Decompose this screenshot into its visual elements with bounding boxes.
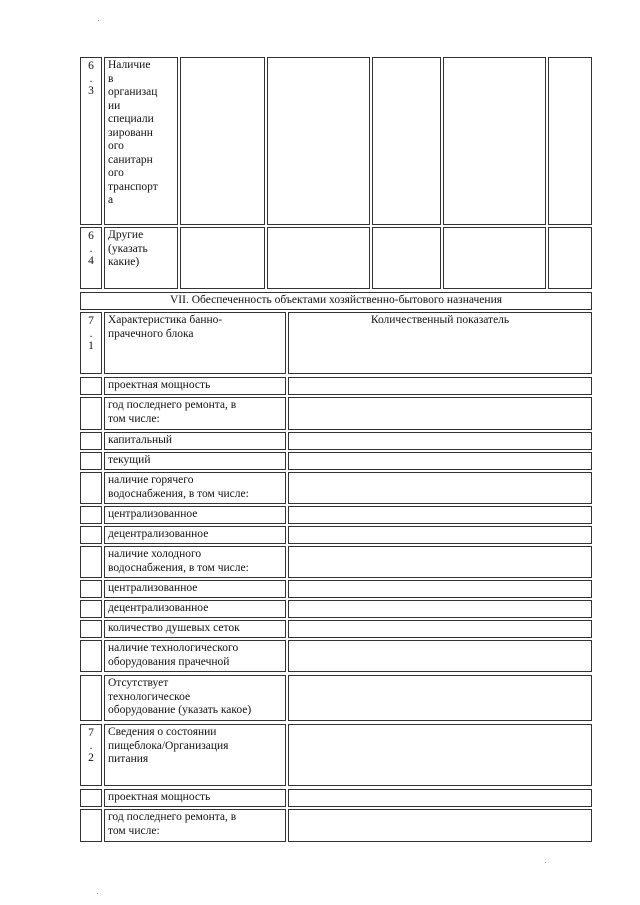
row-label: год последнего ремонта, в том числе: <box>104 809 286 842</box>
value-cell[interactable] <box>267 57 370 225</box>
row-number <box>80 432 102 450</box>
row-label: капитальный <box>104 432 286 450</box>
row-number <box>80 580 102 598</box>
value-cell[interactable] <box>288 809 592 842</box>
row-label: проектная мощность <box>104 789 286 807</box>
row-label: проектная мощность <box>104 377 286 395</box>
row-label: год последнего ремонта, в том числе: <box>104 397 286 430</box>
section-7-title: VII. Обеспеченность объектами хозяйственно-бытового назначения <box>80 292 592 310</box>
value-cell[interactable] <box>180 227 265 289</box>
row-number <box>80 397 102 430</box>
value-cell[interactable] <box>288 675 592 721</box>
value-cell[interactable] <box>288 432 592 450</box>
value-cell[interactable] <box>288 526 592 544</box>
value-cell[interactable] <box>443 57 546 225</box>
value-cell[interactable] <box>288 640 592 672</box>
value-cell[interactable] <box>288 452 592 470</box>
value-cell[interactable] <box>288 580 592 598</box>
value-cell[interactable] <box>288 600 592 618</box>
value-cell[interactable] <box>288 506 592 524</box>
row-label: Отсутствует технологическое оборудование (указать какое) <box>104 675 286 721</box>
row-label: количество душевых сеток <box>104 620 286 638</box>
scan-speck <box>98 20 99 21</box>
value-cell[interactable] <box>288 724 592 786</box>
row-number <box>80 809 102 842</box>
scan-speck <box>97 893 98 894</box>
value-cell[interactable] <box>372 227 441 289</box>
row-number <box>80 640 102 672</box>
row-label: децентрализованное <box>104 600 286 618</box>
value-cell[interactable] <box>288 620 592 638</box>
row-label: наличие горячего водоснабжения, в том числе: <box>104 472 286 504</box>
value-column-header: Количественный показатель <box>288 312 592 374</box>
row-number: 7 . 1 <box>80 312 102 374</box>
row-number <box>80 620 102 638</box>
row-number <box>80 377 102 395</box>
value-cell[interactable] <box>288 472 592 504</box>
value-cell[interactable] <box>180 57 265 225</box>
value-cell[interactable] <box>288 377 592 395</box>
row-label: Сведения о состоянии пищеблока/Организация питания <box>104 724 286 786</box>
value-cell[interactable] <box>288 397 592 430</box>
scan-speck <box>545 862 546 863</box>
row-number <box>80 546 102 578</box>
value-cell[interactable] <box>443 227 546 289</box>
value-cell[interactable] <box>288 789 592 807</box>
value-cell[interactable] <box>548 227 592 289</box>
row-label: Характеристика банно- прачечного блока <box>104 312 286 374</box>
row-number <box>80 600 102 618</box>
value-cell[interactable] <box>372 57 441 225</box>
row-number <box>80 506 102 524</box>
value-cell[interactable] <box>267 227 370 289</box>
row-label: Наличие в организац ии специали зированн ого санитарн ого транспорт а <box>104 57 178 225</box>
row-number <box>80 675 102 721</box>
row-label: централизованное <box>104 580 286 598</box>
value-cell[interactable] <box>548 57 592 225</box>
row-label: текущий <box>104 452 286 470</box>
row-number <box>80 789 102 807</box>
row-number: 7 . 2 <box>80 724 102 786</box>
row-label: централизованное <box>104 506 286 524</box>
row-label: децентрализованное <box>104 526 286 544</box>
row-label: наличие холодного водоснабжения, в том числе: <box>104 546 286 578</box>
row-number <box>80 452 102 470</box>
row-number: 6 . 4 <box>80 227 102 289</box>
row-number: 6 . 3 <box>80 57 102 225</box>
row-number <box>80 472 102 504</box>
row-number <box>80 526 102 544</box>
row-label: Другие (указать какие) <box>104 227 178 289</box>
value-cell[interactable] <box>288 546 592 578</box>
row-label: наличие технологического оборудования прачечной <box>104 640 286 672</box>
